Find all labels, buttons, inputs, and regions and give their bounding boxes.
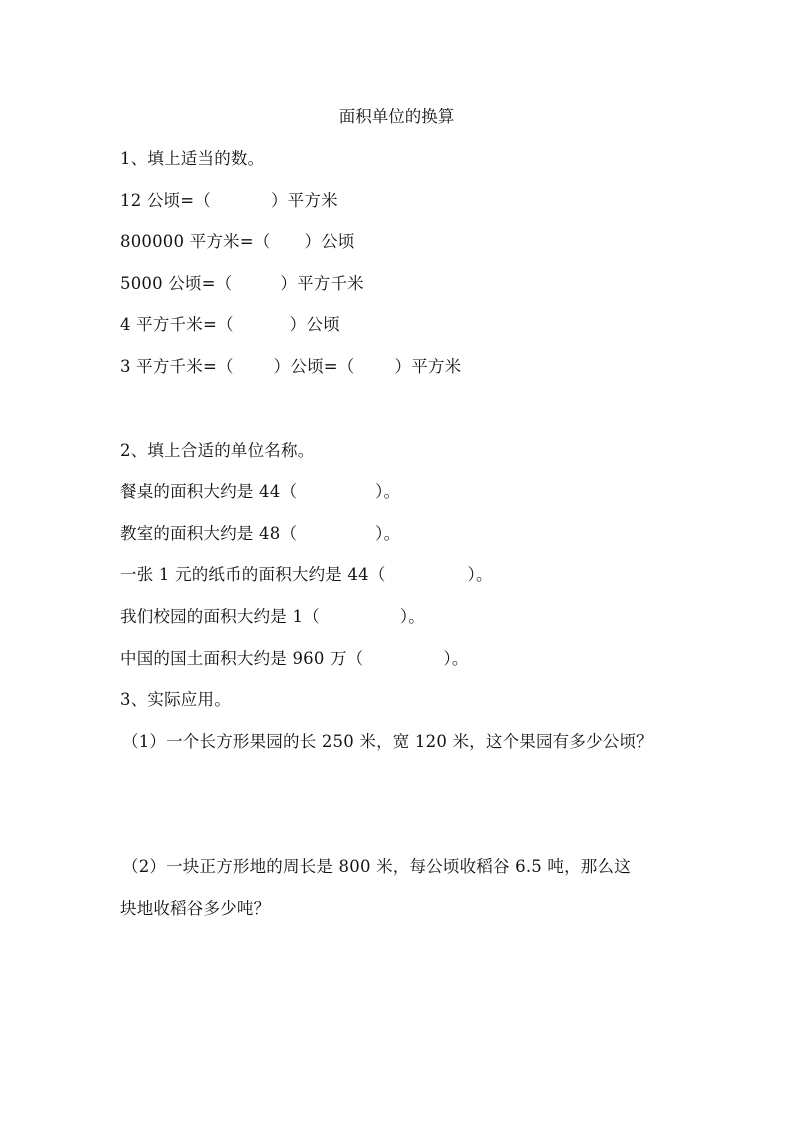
word-problem-1: （1）一个长方形果园的长 250 米，宽 120 米，这个果园有多少公顷？: [122, 732, 653, 751]
item-text-after: ）。: [375, 482, 401, 501]
item-text-before: 12 公顷=（: [120, 191, 211, 210]
item-text-middle: ）公顷=（: [273, 357, 355, 376]
item-text-before: 5000 公顷=（: [120, 274, 233, 293]
word-problem-2-line-1: （2）一块正方形地的周长是 800 米，每公顷收稻谷 6.5 吨，那么这: [122, 857, 631, 876]
item-text-after: ）。: [399, 607, 425, 626]
unit-item-2: [120, 523, 400, 545]
item-text-after: ）平方米: [394, 357, 462, 376]
section2-heading: 2、填上合适的单位名称。: [120, 441, 315, 460]
item-text-after: ）。: [467, 565, 493, 584]
word-problem-2-line-2: 块地收稻谷多少吨？: [120, 899, 271, 918]
item-text-after: ）公顷: [289, 315, 340, 334]
item-text-before: 中国的国土面积大约是 960 万（: [120, 649, 364, 668]
item-text-after: ）。: [375, 524, 401, 543]
item-text-after: ）。: [443, 649, 469, 668]
conversion-item-1: [120, 190, 338, 212]
section3-heading: 3、实际应用。: [120, 690, 231, 709]
conversion-item-2: [120, 231, 355, 253]
unit-item-4: [120, 606, 425, 628]
conversion-item-4: [120, 314, 340, 336]
item-text-after: ）平方千米: [280, 274, 364, 293]
conversion-item-5: [120, 356, 461, 378]
item-text-before: 餐桌的面积大约是 44（: [120, 482, 298, 501]
section1-heading: 1、填上适当的数。: [120, 149, 265, 168]
unit-item-5: [120, 648, 469, 670]
item-text-before: 3 平方千米=（: [120, 357, 234, 376]
conversion-item-3: [120, 273, 364, 295]
item-text-before: 我们校园的面积大约是 1（: [120, 607, 320, 626]
unit-item-1: [120, 481, 400, 503]
page-title: 面积单位的换算: [338, 107, 455, 126]
unit-item-3: [120, 564, 493, 586]
item-text-after: ）公顷: [304, 232, 355, 251]
item-text-after: ）平方米: [270, 191, 338, 210]
item-text-before: 4 平方千米=（: [120, 315, 234, 334]
item-text-before: 一张 1 元的纸币的面积大约是 44（: [120, 565, 386, 584]
item-text-before: 教室的面积大约是 48（: [120, 524, 298, 543]
item-text-before: 800000 平方米=（: [120, 232, 271, 251]
